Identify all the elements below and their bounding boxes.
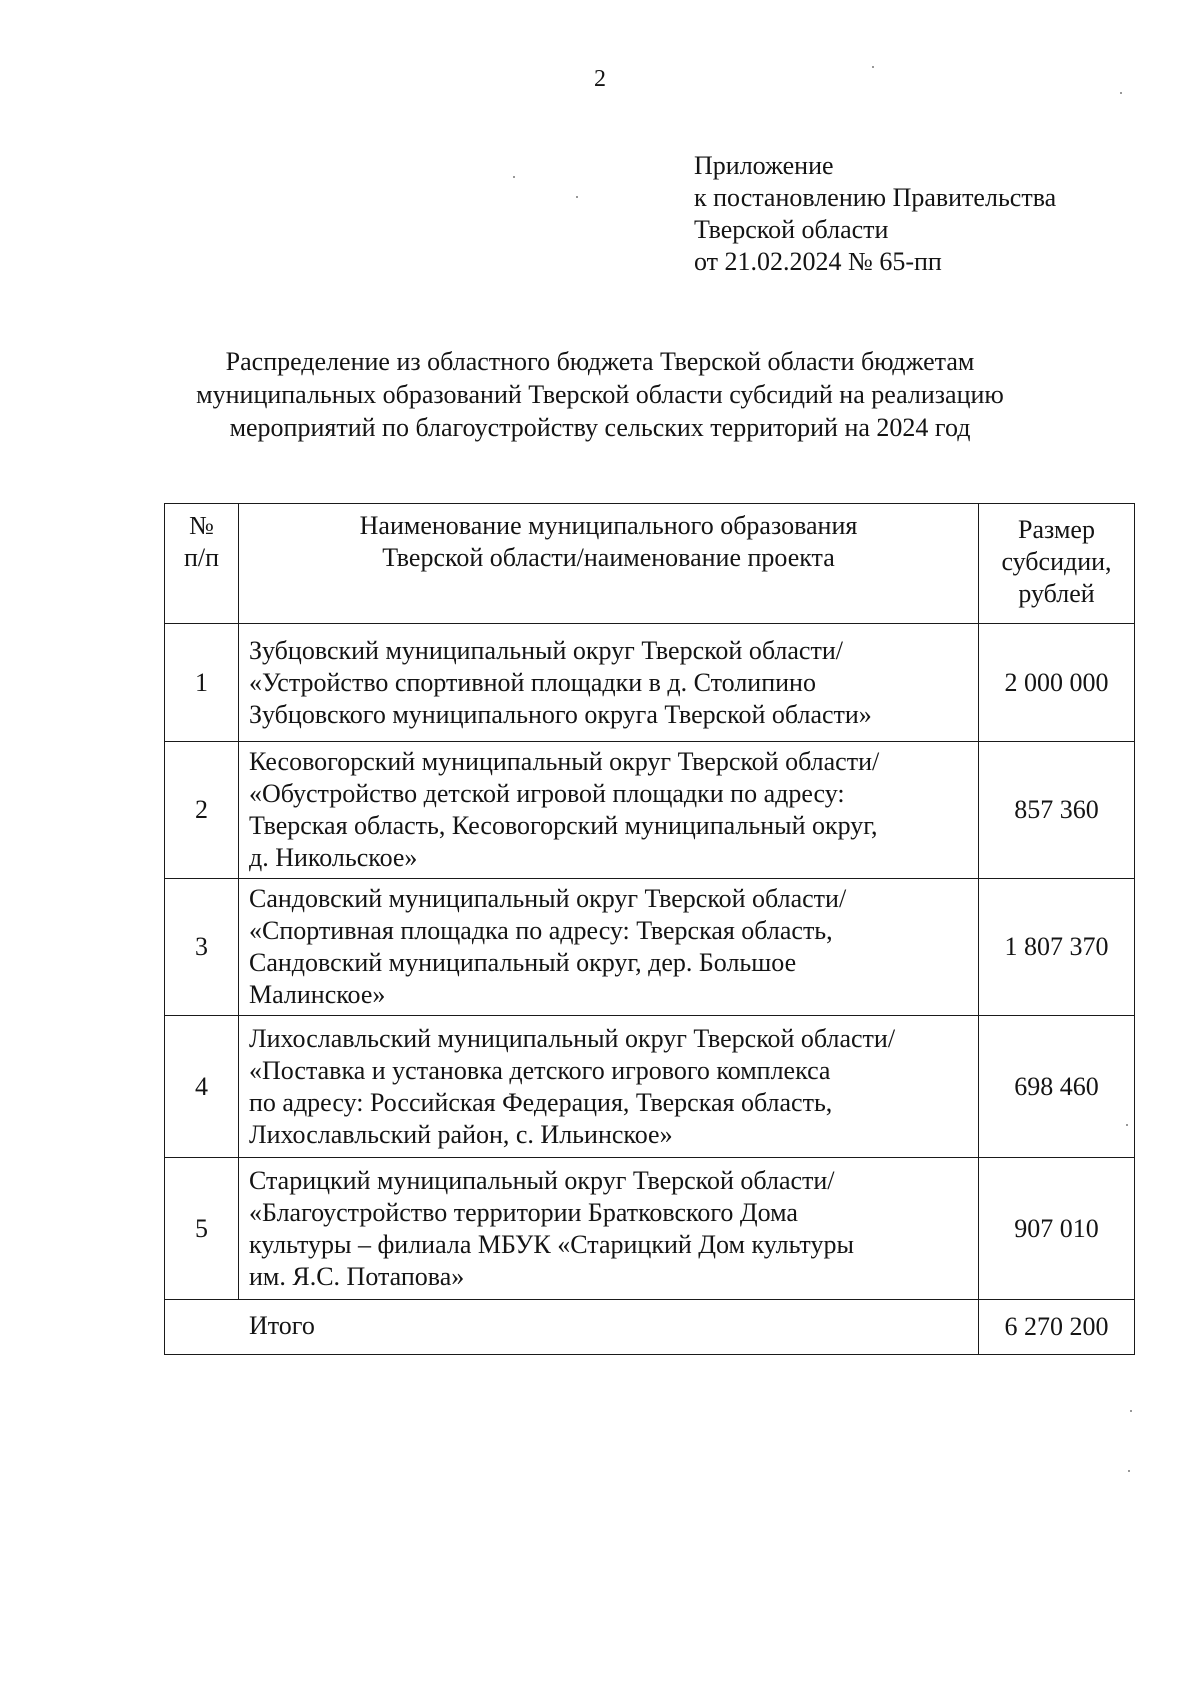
appendix-reference (694, 150, 1056, 278)
row-name-line: Старицкий муниципальный округ Тверской области/ (249, 1165, 835, 1195)
header-amount-line: субсидии, (1001, 547, 1112, 576)
row-name-line: культуры – филиала МБУК «Старицкий Дом культуры (249, 1229, 854, 1259)
scan-speck (576, 196, 578, 198)
scan-speck (1128, 1470, 1130, 1472)
row-name-line: Зубцовский муниципальный округ Тверской области/ (249, 635, 843, 665)
header-number-line: № (189, 511, 214, 540)
row-name-line: «Поставка и установка детского игрового комплекса (249, 1055, 831, 1085)
row-name (239, 1016, 979, 1158)
row-number: 4 (165, 1016, 239, 1158)
row-name-line: «Благоустройство территории Братковского Дома (249, 1197, 798, 1227)
row-name-line: Зубцовского муниципального округа Тверской области» (249, 699, 872, 729)
header-amount-cell (979, 504, 1135, 624)
row-name-line: Сандовский муниципальный округ, дер. Большое (249, 948, 797, 977)
row-number: 3 (165, 879, 239, 1016)
row-name (239, 742, 979, 879)
header-amount-line: рублей (1018, 579, 1095, 608)
row-name-line: д. Никольское» (249, 843, 418, 872)
header-name-cell (239, 504, 979, 624)
row-number: 2 (165, 742, 239, 879)
appendix-line-2: к постановлению Правительства (694, 183, 1057, 212)
total-label: Итого (165, 1300, 979, 1355)
row-amount: 857 360 (979, 742, 1135, 879)
table-row (165, 1158, 1135, 1300)
row-amount: 698 460 (979, 1016, 1135, 1158)
row-name-line: «Устройство спортивной площадки в д. Столипино (249, 667, 816, 697)
row-name (239, 624, 979, 742)
header-number-line: п/п (183, 543, 220, 572)
row-number: 1 (165, 624, 239, 742)
title-line-3: мероприятий по благоустройству сельских территорий на 2024 год (229, 413, 971, 442)
row-amount: 2 000 000 (979, 624, 1135, 742)
appendix-line-4: от 21.02.2024 № 65-пп (694, 247, 942, 276)
table-total-row (165, 1300, 1135, 1355)
row-name-line: им. Я.С. Потапова» (249, 1261, 465, 1291)
row-name-line: по адресу: Российская Федерация, Тверская область, (249, 1087, 833, 1117)
table-row (165, 1016, 1135, 1158)
row-name-line: Лихославльский район, с. Ильинское» (249, 1119, 673, 1149)
row-name-line: Кесовогорский муниципальный округ Тверской области/ (249, 747, 880, 776)
row-name-line: «Спортивная площадка по адресу: Тверская область, (249, 916, 833, 945)
scan-speck (513, 176, 515, 178)
scan-speck (872, 66, 874, 68)
row-number: 5 (165, 1158, 239, 1300)
header-amount-line: Размер (1018, 515, 1095, 544)
header-number-cell (165, 504, 239, 624)
page-number: 2 (594, 66, 606, 92)
row-name (239, 879, 979, 1016)
row-amount: 907 010 (979, 1158, 1135, 1300)
subsidy-table (164, 503, 1135, 1355)
row-name-line: Сандовский муниципальный округ Тверской области/ (249, 884, 847, 913)
table-row (165, 879, 1135, 1016)
appendix-line-3: Тверской области (694, 215, 889, 244)
row-name-line: «Обустройство детской игровой площадки по адресу: (249, 779, 845, 808)
table-row (165, 624, 1135, 742)
table-row (165, 742, 1135, 879)
scan-speck (1120, 92, 1122, 94)
table-header-row (165, 504, 1135, 624)
row-name-line: Малинское» (249, 980, 386, 1009)
header-name-line: Наименование муниципального образования (359, 511, 858, 540)
title-line-2: муниципальных образований Тверской области субсидий на реализацию (196, 380, 1004, 409)
appendix-line-1: Приложение (694, 151, 834, 180)
title-line-1: Распределение из областного бюджета Тверской области бюджетам (225, 347, 975, 376)
header-name-line: Тверской области/наименование проекта (382, 543, 835, 572)
row-amount: 1 807 370 (979, 879, 1135, 1016)
row-name (239, 1158, 979, 1300)
scan-speck (1130, 1410, 1132, 1412)
row-name-line: Лихославльский муниципальный округ Тверской области/ (249, 1023, 896, 1053)
total-amount: 6 270 200 (979, 1300, 1135, 1355)
scan-speck (1126, 1124, 1128, 1126)
row-name-line: Тверская область, Кесовогорский муниципальный округ, (249, 811, 878, 840)
document-title (150, 345, 1050, 444)
